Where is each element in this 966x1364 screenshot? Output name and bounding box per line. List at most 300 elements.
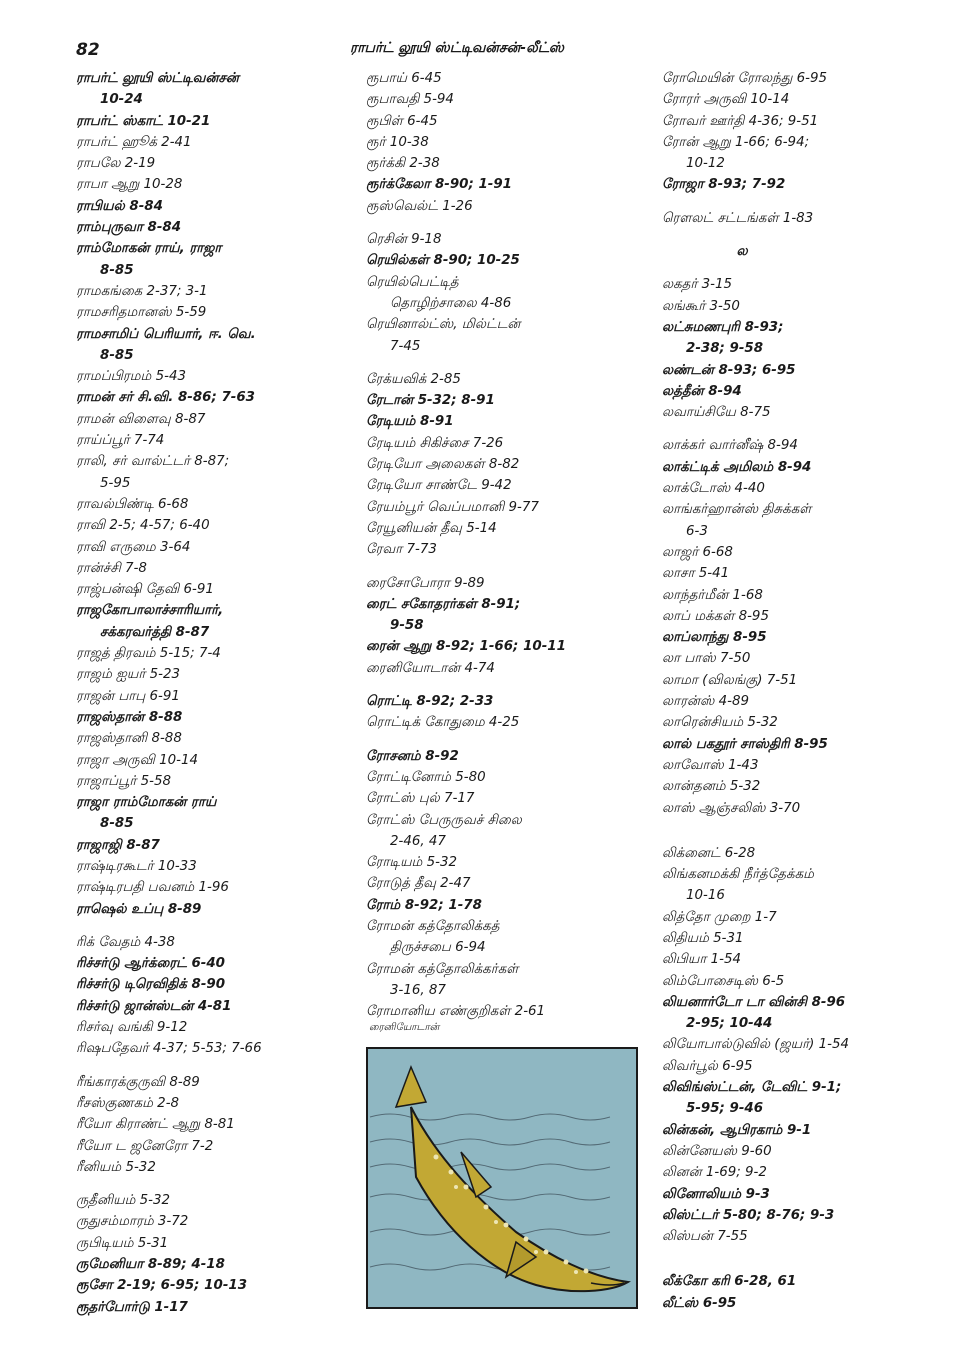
index-entry xyxy=(76,409,336,430)
group-gap xyxy=(662,831,942,843)
index-entry xyxy=(366,895,646,916)
entry-text: லாப்லாந்து 8-95 xyxy=(662,630,767,646)
entry-text: ரெயினால்ட்ஸ், மில்ட்டன் xyxy=(366,317,521,333)
index-entry xyxy=(366,594,646,637)
entry-text: ராலி, சர் வால்ட்டர் 8-87; xyxy=(76,454,230,470)
entry-text: ரேக்யவிக் 2-85 xyxy=(366,371,461,387)
entry-text: லிதியம் 5-31 xyxy=(662,930,744,946)
entry-text: ராவல்பிண்டி 6-68 xyxy=(76,496,189,512)
index-entry xyxy=(662,68,942,89)
entry-continuation: 8-85 xyxy=(100,262,134,278)
index-entry xyxy=(662,1077,942,1120)
group-gap xyxy=(76,1178,336,1190)
entry-continuation: 5-95 xyxy=(100,475,131,491)
index-entry xyxy=(366,196,646,217)
entry-text: ரேடியம் 8-91 xyxy=(366,414,454,430)
index-entry xyxy=(76,1211,336,1232)
entry-text: ரோமானிய எண்குறிகள் 2-61 xyxy=(366,1004,546,1020)
index-entry xyxy=(366,916,646,959)
index-entry xyxy=(662,843,942,864)
entry-text: ராம்புருவா 8-84 xyxy=(76,220,182,236)
entry-continuation: சக்கரவர்த்தி 8-87 xyxy=(100,624,210,640)
index-entry xyxy=(76,217,336,238)
entry-text: ரூபிள் 6-45 xyxy=(366,113,438,129)
index-entry xyxy=(366,111,646,132)
entry-text: ராம்மோகன் ராய், ராஜா xyxy=(76,241,222,257)
entry-text: ராஜ்பன்ஷி தேவி 6-91 xyxy=(76,582,214,598)
entry-text: ராமன் சர் சி.வி. 8-86; 7-63 xyxy=(76,390,256,406)
index-entry xyxy=(662,542,942,563)
entry-text: ராமசாமிப் பெரியார், ஈ. வெ. xyxy=(76,326,256,342)
whale-shark-illustration xyxy=(366,1047,638,1309)
entry-text: லிபியா 1-54 xyxy=(662,952,741,968)
index-entry xyxy=(76,1017,336,1038)
entry-text: ரெயில்பெட்டித் xyxy=(366,274,459,290)
entry-continuation: 8-85 xyxy=(100,347,134,363)
entry-text: லா பாஸ் 7-50 xyxy=(662,651,751,667)
entry-text: லீட்ஸ் 6-95 xyxy=(662,1295,737,1311)
entry-text: ரைன் ஆறு 8-92; 1-66; 10-11 xyxy=(366,639,566,655)
entry-text: லங்கூர் 3-50 xyxy=(662,298,740,314)
entry-text: லிஸ்பன் 7-55 xyxy=(662,1229,748,1245)
index-entry xyxy=(76,430,336,451)
index-entry xyxy=(76,1038,336,1059)
entry-text: ராபியல் 8-84 xyxy=(76,198,163,214)
index-entry xyxy=(366,539,646,560)
entry-text: ராஜத் திரவம் 5-15; 7-4 xyxy=(76,646,221,662)
index-entry xyxy=(76,1254,336,1275)
index-entry xyxy=(76,451,336,494)
entry-text: ரைனியோடான் 4-74 xyxy=(366,660,495,676)
index-entry xyxy=(76,1093,336,1114)
entry-text: லியனார்டோ டா வின்சி 8-96 xyxy=(662,994,846,1010)
entry-text: ரோட்ஸ் பேருருவச் சிலை xyxy=(366,812,522,828)
entry-text: ரீசஸ்குணகம் 2-8 xyxy=(76,1095,180,1111)
index-entry xyxy=(662,712,942,733)
entry-text: லட்சுமணபுரி 8-93; xyxy=(662,319,784,335)
index-entry xyxy=(366,89,646,110)
entry-text: ரூஸ்வெல்ட் 1-26 xyxy=(366,198,473,214)
entry-text: லாஜர் 6-68 xyxy=(662,544,733,560)
index-entry xyxy=(662,296,942,317)
entry-text: ராமகங்கை 2-37; 3-1 xyxy=(76,283,208,299)
entry-text: லித்தோ முறை 1-7 xyxy=(662,909,777,925)
group-gap xyxy=(662,1259,942,1271)
index-entry xyxy=(76,1275,336,1296)
entry-text: லியோபால்டுவில் (ஜயர்) 1-54 xyxy=(662,1037,849,1053)
entry-text: ராபர்ட் லூயி ஸ்ட்டிவன்சன் xyxy=(76,71,239,86)
index-entry xyxy=(366,132,646,153)
index-entry xyxy=(662,734,942,755)
group-gap xyxy=(366,561,646,573)
entry-text: ராஜாஜி 8-87 xyxy=(76,837,160,853)
entry-text: ரேடியோ சாண்டே 9-42 xyxy=(366,478,512,494)
index-entry xyxy=(366,454,646,475)
entry-continuation: திருச்சபை 6-94 xyxy=(390,940,486,956)
entry-text: ரோவர் ஊர்தி 4-36; 9-51 xyxy=(662,113,819,129)
entry-text: ராஜகோபாலாச்சாரியார், xyxy=(76,603,224,619)
index-entry xyxy=(76,1072,336,1093)
index-entry xyxy=(76,686,336,707)
index-entry xyxy=(662,776,942,797)
index-entry xyxy=(366,518,646,539)
index-entry xyxy=(76,664,336,685)
index-entry xyxy=(662,499,942,542)
entry-text: ரௌலட் சட்டங்கள் 1-83 xyxy=(662,210,814,226)
page-number: 82 xyxy=(76,40,100,60)
index-entry xyxy=(366,229,646,250)
entry-text: ரேடியம் சிகிச்சை 7-26 xyxy=(366,435,504,451)
entry-text: ராஷெல் உப்பு 8-89 xyxy=(76,901,202,917)
index-entry xyxy=(76,324,336,367)
index-entry xyxy=(366,68,646,89)
index-entry xyxy=(662,949,942,970)
entry-text: லாவோஸ் 1-43 xyxy=(662,757,759,773)
entry-continuation: 2-46, 47 xyxy=(390,833,446,849)
index-entry xyxy=(76,302,336,323)
entry-continuation: 7-45 xyxy=(390,338,421,354)
entry-continuation: 9-58 xyxy=(390,618,424,634)
index-entry xyxy=(662,89,942,110)
index-entry xyxy=(366,810,646,853)
entry-text: ரிச்சர்டு டிரெவிதிக் 8-90 xyxy=(76,977,226,993)
entry-text: ரூர்க்கேலா 8-90; 1-91 xyxy=(366,177,512,193)
entry-text: ராஜஸ்தான் 8-88 xyxy=(76,709,183,725)
index-entry xyxy=(662,907,942,928)
entry-text: ரைட் சகோதரர்கள் 8-91; xyxy=(366,596,521,612)
entry-text: ராமப்பிரமம் 5-43 xyxy=(76,369,186,385)
group-gap xyxy=(76,1060,336,1072)
entry-text: ருதுசம்மாரம் 3-72 xyxy=(76,1214,189,1230)
entry-continuation: 10-12 xyxy=(686,156,725,172)
index-entry xyxy=(366,174,646,195)
group-gap xyxy=(366,734,646,746)
entry-text: ரோடுத் தீவு 2-47 xyxy=(366,876,471,892)
index-entry xyxy=(662,1162,942,1183)
index-entry xyxy=(366,314,646,357)
index-entry xyxy=(662,1034,942,1055)
group-gap xyxy=(662,819,942,831)
index-entry xyxy=(662,928,942,949)
index-entry xyxy=(662,648,942,669)
index-entry xyxy=(662,971,942,992)
entry-text: ராய்ப்பூர் 7-74 xyxy=(76,433,165,449)
group-gap xyxy=(366,679,646,691)
index-entry xyxy=(662,1205,942,1226)
index-entry xyxy=(76,1157,336,1178)
group-gap xyxy=(662,423,942,435)
entry-text: லாக்கர் வார்னீஷ் 8-94 xyxy=(662,438,798,454)
entry-text: ரோரர் அருவி 10-14 xyxy=(662,92,790,108)
entry-text: ராவி 2-5; 4-57; 6-40 xyxy=(76,518,210,534)
entry-text: ரீனியம் 5-32 xyxy=(76,1159,156,1175)
index-entry xyxy=(366,767,646,788)
index-entry xyxy=(76,238,336,281)
index-entry xyxy=(76,996,336,1017)
index-entry xyxy=(76,1297,336,1318)
index-entry xyxy=(662,208,942,229)
index-entry xyxy=(662,478,942,499)
index-entry xyxy=(76,1190,336,1211)
index-entry xyxy=(76,1114,336,1135)
index-entry xyxy=(76,132,336,153)
index-entry xyxy=(366,873,646,894)
entry-text: ரீங்காரக்குருவி 8-89 xyxy=(76,1074,200,1090)
group-gap xyxy=(662,262,942,274)
entry-text: ரோமன் கத்தோலிக்கர்கள் xyxy=(366,961,519,977)
entry-text: ருதீனியம் 5-32 xyxy=(76,1193,171,1209)
index-entry xyxy=(366,1001,646,1022)
index-entry xyxy=(76,750,336,771)
entry-text: ராபர்ட் ஸ்காட் 10-21 xyxy=(76,113,211,129)
entry-text: ரேயம்பூர் வெப்பமானி 9-77 xyxy=(366,499,539,515)
index-entry xyxy=(662,563,942,584)
entry-text: ரிச்சர்டு ஆர்க்ரைட் 6-40 xyxy=(76,956,225,972)
entry-text: ரொட்டி 8-92; 2-33 xyxy=(366,694,494,710)
entry-text: லாசா 5-41 xyxy=(662,566,730,582)
group-gap xyxy=(366,217,646,229)
index-entry xyxy=(76,835,336,856)
entry-text: ருமேனியா 8-89; 4-18 xyxy=(76,1257,225,1273)
index-entry xyxy=(76,932,336,953)
index-entry xyxy=(662,435,942,456)
index-entry xyxy=(662,132,942,175)
index-entry xyxy=(76,153,336,174)
index-entry xyxy=(662,1226,942,1247)
index-entry xyxy=(662,1120,942,1141)
entry-text: ரூசோ 2-19; 6-95; 10-13 xyxy=(76,1278,248,1294)
index-entry xyxy=(662,992,942,1035)
entry-text: ரோன் ஆறு 1-66; 6-94; xyxy=(662,134,810,150)
index-entry xyxy=(76,387,336,408)
index-entry xyxy=(662,798,942,819)
index-entry xyxy=(662,606,942,627)
running-title: ராபர்ட் லூயி ஸ்ட்டிவன்சன்-லீட்ஸ் xyxy=(350,40,564,56)
index-entry xyxy=(76,792,336,835)
entry-text: லாந்தர்மீன் 1-68 xyxy=(662,587,763,603)
index-entry xyxy=(76,899,336,920)
index-entry xyxy=(662,381,942,402)
index-entry xyxy=(76,111,336,132)
index-entry xyxy=(76,515,336,536)
entry-continuation: 8-85 xyxy=(100,816,134,832)
entry-text: ரேவா 7-73 xyxy=(366,542,437,558)
entry-text: லீக்கோ கரி 6-28, 61 xyxy=(662,1274,797,1290)
entry-text: ரிக் வேதம் 4-38 xyxy=(76,934,175,950)
entry-continuation: 5-95; 9-46 xyxy=(686,1101,764,1117)
section-letter: ல xyxy=(736,244,748,260)
entry-text: ரூர்க்கி 2-38 xyxy=(366,156,440,172)
index-entry xyxy=(662,402,942,423)
entry-text: ரெசின் 9-18 xyxy=(366,232,442,248)
index-entry xyxy=(366,497,646,518)
index-entry xyxy=(366,788,646,809)
entry-text: ரீயோ கிராண்ட் ஆறு 8-81 xyxy=(76,1117,235,1133)
entry-text: ராஷ்டிரகூடர் 10-33 xyxy=(76,858,197,874)
entry-text: லிஸ்ட்டர் 5-80; 8-76; 9-3 xyxy=(662,1207,835,1223)
entry-text: ரான்ச்சி 7-8 xyxy=(76,560,147,576)
group-gap xyxy=(662,229,942,241)
index-entry xyxy=(76,537,336,558)
index-entry xyxy=(366,411,646,432)
index-entry xyxy=(366,475,646,496)
entry-continuation: 2-95; 10-44 xyxy=(686,1016,773,1032)
index-entry xyxy=(76,771,336,792)
entry-text: ராஜா ராம்மோகன் ராய் xyxy=(76,795,217,811)
index-entry xyxy=(76,1233,336,1254)
index-entry xyxy=(76,974,336,995)
index-entry xyxy=(76,174,336,195)
index-entry xyxy=(662,670,942,691)
entry-continuation: 6-3 xyxy=(686,523,708,539)
entry-text: ராஜன் பாபு 6-91 xyxy=(76,688,180,704)
entry-text: லவாய்சியே 8-75 xyxy=(662,405,771,421)
index-entry xyxy=(76,558,336,579)
entry-text: ராஷ்டிரபதி பவனம் 1-96 xyxy=(76,880,229,896)
entry-text: ரூதர்போர்டு 1-17 xyxy=(76,1299,188,1315)
group-gap xyxy=(366,357,646,369)
entry-text: லாரென்சியம் 5-32 xyxy=(662,715,778,731)
entry-text: லாக்டோஸ் 4-40 xyxy=(662,481,765,497)
index-entry xyxy=(662,864,942,907)
index-entry xyxy=(662,691,942,712)
entry-text: லாரன்ஸ் 4-89 xyxy=(662,694,750,710)
entry-text: ருபிடியம் 5-31 xyxy=(76,1235,169,1251)
entry-text: லின்கன், ஆபிரகாம் 9-1 xyxy=(662,1122,812,1138)
index-entry xyxy=(662,457,942,478)
entry-text: ராபா ஆறு 10-28 xyxy=(76,177,183,193)
entry-text: லினோலியம் 9-3 xyxy=(662,1186,770,1202)
index-column-2 xyxy=(366,68,646,1022)
index-entry xyxy=(662,1056,942,1077)
index-entry xyxy=(662,627,942,648)
entry-text: ரீயோ ட ஜனேரோ 7-2 xyxy=(76,1138,214,1154)
index-entry xyxy=(76,707,336,728)
index-column-3 xyxy=(662,68,942,1314)
index-entry xyxy=(366,959,646,1002)
entry-text: லாமா (விலங்கு) 7-51 xyxy=(662,672,798,688)
index-entry xyxy=(76,68,336,111)
index-entry xyxy=(366,369,646,390)
index-entry xyxy=(366,746,646,767)
entry-text: ரேயூனியன் தீவு 5-14 xyxy=(366,520,497,536)
entry-continuation: 10-24 xyxy=(100,92,143,108)
index-entry xyxy=(76,579,336,600)
index-entry xyxy=(366,250,646,271)
index-entry xyxy=(76,728,336,749)
entry-text: ராவி எருமை 3-64 xyxy=(76,539,191,555)
index-entry xyxy=(76,953,336,974)
entry-text: ரேடான் 5-32; 8-91 xyxy=(366,393,495,409)
group-gap xyxy=(76,920,336,932)
index-entry xyxy=(76,281,336,302)
index-entry xyxy=(662,360,942,381)
index-entry xyxy=(662,317,942,360)
entry-text: லால் பகதூர் சாஸ்திரி 8-95 xyxy=(662,736,828,752)
index-entry xyxy=(366,658,646,679)
index-entry xyxy=(76,494,336,515)
entry-text: ராபலே 2-19 xyxy=(76,156,156,172)
group-gap xyxy=(662,1247,942,1259)
index-entry xyxy=(662,111,942,132)
entry-text: ரோட்டினோம் 5-80 xyxy=(366,769,486,785)
entry-text: ராமசரிதமானஸ் 5-59 xyxy=(76,305,207,321)
entry-text: ராஜாப்பூர் 5-58 xyxy=(76,773,172,789)
illustration-caption: ரைனியோடான் xyxy=(369,1022,440,1033)
entry-text: ரோடியம் 5-32 xyxy=(366,855,457,871)
index-entry xyxy=(662,755,942,776)
entry-text: ரோமன் கத்தோலிக்கத் xyxy=(366,918,500,934)
entry-text: லாக்ட்டிக் அமிலம் 8-94 xyxy=(662,459,812,475)
index-entry xyxy=(662,1293,942,1314)
index-entry xyxy=(366,153,646,174)
index-entry xyxy=(662,1271,942,1292)
index-entry xyxy=(76,196,336,217)
entry-text: ரேடியோ அலைகள் 8-82 xyxy=(366,457,520,473)
entry-text: லாப் மக்கள் 8-95 xyxy=(662,608,769,624)
entry-text: ரூபாய் 6-45 xyxy=(366,71,442,86)
index-column-1 xyxy=(76,68,336,1318)
entry-text: ரெயில்கள் 8-90; 10-25 xyxy=(366,253,520,269)
entry-text: லினன் 1-69; 9-2 xyxy=(662,1165,767,1181)
group-gap xyxy=(662,196,942,208)
entry-text: ரோசனம் 8-92 xyxy=(366,748,459,764)
entry-text: லின்னேயஸ் 9-60 xyxy=(662,1143,772,1159)
entry-text: ரோமெயின் ரோலந்து 6-95 xyxy=(662,71,827,86)
entry-text: ரிச்சர்டு ஜான்ஸ்டன் 4-81 xyxy=(76,998,232,1014)
entry-text: ரோம் 8-92; 1-78 xyxy=(366,897,482,913)
entry-text: லிம்போசைடிஸ் 6-5 xyxy=(662,973,785,989)
entry-text: லாங்கர்ஹான்ஸ் திசுக்கள் xyxy=(662,502,812,518)
index-entry xyxy=(76,600,336,643)
entry-text: லான்தனம் 5-32 xyxy=(662,779,761,795)
entry-text: ரிஷபதேவர் 4-37; 5-53; 7-66 xyxy=(76,1041,262,1057)
index-entry xyxy=(662,585,942,606)
index-entry xyxy=(76,1136,336,1157)
index-entry xyxy=(366,852,646,873)
index-entry xyxy=(76,366,336,387)
entry-text: லண்டன் 8-93; 6-95 xyxy=(662,362,796,378)
index-entry xyxy=(366,636,646,657)
entry-text: லாஸ் ஆஞ்சலிஸ் 3-70 xyxy=(662,800,801,816)
index-entry xyxy=(366,390,646,411)
index-entry xyxy=(366,272,646,315)
entry-text: ராபர்ட் ஹூக் 2-41 xyxy=(76,134,192,150)
entry-text: ரோட்ஸ் புல் 7-17 xyxy=(366,791,475,807)
entry-text: ராஜா அருவி 10-14 xyxy=(76,752,199,768)
entry-text: ரைசோபோரா 9-89 xyxy=(366,575,485,591)
entry-continuation: 2-38; 9-58 xyxy=(686,341,764,357)
entry-continuation: தொழிற்சாலை 4-86 xyxy=(390,295,512,311)
index-entry xyxy=(662,1141,942,1162)
index-entry xyxy=(76,643,336,664)
index-entry xyxy=(366,573,646,594)
entry-text: ராமன் விளைவு 8-87 xyxy=(76,411,206,427)
entry-text: ரிசர்வு வங்கி 9-12 xyxy=(76,1020,188,1036)
entry-text: லிக்னைட் 6-28 xyxy=(662,845,756,861)
entry-continuation: 10-16 xyxy=(686,888,725,904)
index-entry xyxy=(76,856,336,877)
entry-text: லகதர் 3-15 xyxy=(662,277,733,293)
entry-text: ரூபாவதி 5-94 xyxy=(366,92,454,108)
index-entry xyxy=(662,274,942,295)
entry-text: லத்தீன் 8-94 xyxy=(662,383,742,399)
entry-text: ரோஜா 8-93; 7-92 xyxy=(662,177,786,193)
index-entry xyxy=(662,174,942,195)
entry-text: லிவிங்ஸ்ட்டன், டேவிட் 9-1; xyxy=(662,1080,842,1096)
index-entry xyxy=(76,877,336,898)
entry-text: லிங்கனமக்கி நீர்த்தேக்கம் xyxy=(662,867,814,883)
